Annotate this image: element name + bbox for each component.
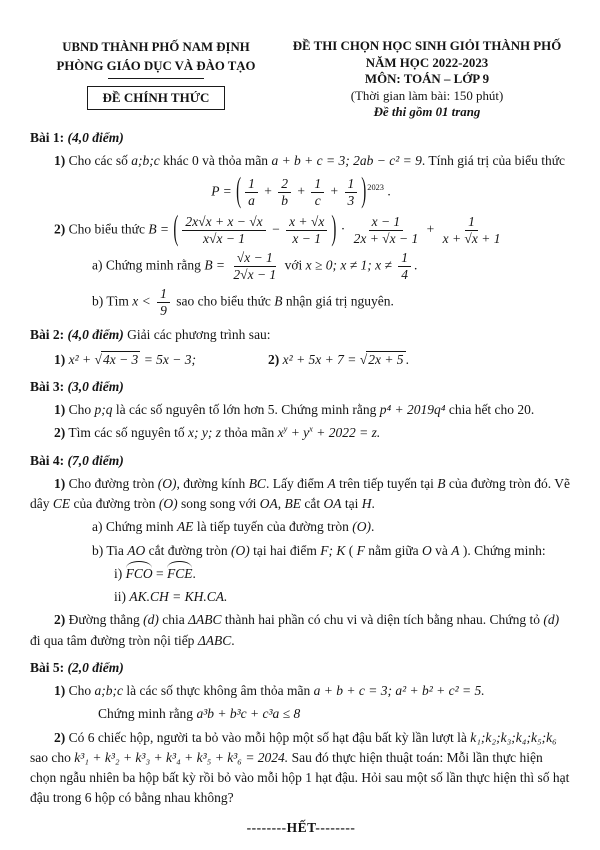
denominator: x − 1: [292, 230, 321, 246]
text-run: và: [431, 542, 452, 558]
text-run: Có 6 chiếc hộp, người ta bỏ vào mỗi hộp một số hạt đậu bất kỳ lần lượt là: [65, 729, 471, 745]
text-run: (7,0 điểm): [64, 452, 124, 468]
header-left: [30, 38, 282, 110]
text-run: +: [294, 183, 309, 199]
text-run: 1): [54, 475, 66, 491]
denominator: 2x + √x − 1: [353, 230, 419, 246]
text-run: Cho: [65, 683, 95, 699]
text-run: Bài 1:: [30, 129, 65, 145]
text-run: 1): [54, 402, 66, 418]
text-run: Bài 2:: [30, 327, 65, 343]
fraction: [286, 214, 327, 247]
fraction: [231, 250, 278, 283]
radicand: 2x + 5: [368, 351, 404, 367]
text-run: (4,0 điểm): [64, 327, 124, 343]
text-run: Sau đó thực hiện thuật toán: Mỗi lần thực hiện chọn ngẫu nhiên ba hộp bất kỳ rồi bỏ vào mỗi hộp 1 hạt đậu. Hỏi sau một số lần thực hiện thì số hạt đậu trong 6 hộp có bằng nhau không?: [30, 749, 570, 806]
problem4-part2: [30, 610, 572, 651]
numerator: 2x√x + x − √x: [182, 214, 265, 231]
text-run: .: [371, 496, 375, 512]
big-paren: (: [173, 211, 179, 249]
numerator: 2: [278, 176, 291, 193]
denominator: b: [281, 193, 289, 208]
text-run: −: [268, 221, 284, 237]
text-run: ,: [277, 496, 285, 512]
text-run: (O): [230, 542, 250, 558]
denominator: x√x − 1: [203, 230, 246, 246]
text-run: 2): [54, 729, 66, 745]
text-run: 1): [54, 683, 66, 699]
problem3-part1: [54, 400, 572, 420]
text-run: Bài 3:: [30, 378, 65, 394]
sqrt-expression: [95, 352, 141, 367]
text-run: a;b;c: [131, 152, 160, 168]
text-run: 2): [54, 612, 66, 628]
text-run: 1): [54, 152, 66, 168]
fraction: [157, 286, 170, 319]
dept-name: PHÒNG GIÁO DỤC VÀ ĐÀO TẠO: [56, 59, 256, 74]
text-run: cắt đường tròn: [145, 542, 231, 558]
official-exam-box: ĐỀ CHÍNH THỨC: [87, 86, 226, 110]
text-run: F; K: [320, 542, 346, 558]
radicand: 4x − 3: [102, 351, 139, 367]
text-run: B =: [148, 221, 173, 237]
superscript: y: [283, 424, 288, 434]
text-run: Cho: [65, 402, 95, 418]
text-run: Cho đường tròn: [65, 475, 158, 491]
fraction: [441, 214, 503, 247]
fraction: [278, 176, 291, 209]
text-run: Cho các số: [65, 152, 132, 168]
text-run: Tìm các số nguyên tố: [65, 425, 188, 441]
text-run: là tiếp tuyến của đường tròn: [193, 519, 353, 535]
text-run: x <: [132, 293, 155, 309]
problem4-heading: [30, 451, 572, 471]
text-run: (4,0 điểm): [64, 129, 124, 145]
text-run: 2): [54, 425, 66, 441]
header-right: [282, 38, 572, 121]
text-run: A: [327, 475, 336, 491]
text-run: với: [281, 257, 306, 273]
text-run: +: [423, 221, 438, 237]
arc-angle: FCO: [126, 564, 153, 584]
text-run: .: [192, 565, 196, 581]
text-run: k₁;k₂;k₃;k₄;k₅;k₆: [470, 729, 557, 745]
denominator: 3: [347, 193, 355, 208]
numerator: 1: [398, 250, 411, 267]
text-run: (3,0 điểm): [64, 378, 124, 394]
text-run: . Lấy điểm: [265, 475, 328, 491]
text-run: thành hai phần có chu vi và diện tích bằng nhau. Chứng tỏ: [221, 612, 544, 628]
text-run: AE: [176, 519, 194, 535]
duration-note: (Thời gian làm bài: 150 phút): [350, 88, 504, 103]
text-run: sao cho biểu thức: [172, 293, 275, 309]
text-run: B: [437, 475, 446, 491]
problem5-part2: [30, 728, 572, 809]
problem1-heading: [30, 128, 572, 148]
text-run: B: [274, 293, 283, 309]
radical-sign: √: [94, 351, 102, 367]
text-run: O: [422, 542, 432, 558]
text-run: Bài 5:: [30, 659, 65, 675]
text-run: B =: [204, 257, 229, 273]
text-run: (d): [143, 612, 159, 628]
text-run: ·: [337, 221, 349, 237]
fraction: [245, 176, 258, 209]
text-run: + 2022 = z.: [312, 425, 381, 441]
school-year: NĂM HỌC 2022-2023: [365, 55, 489, 70]
text-run: 2): [54, 221, 66, 237]
text-run: a + b + c = 3; a² + b² + c² = 5.: [313, 683, 485, 699]
problem1-formula-p: [30, 173, 572, 211]
numerator: 1: [345, 176, 358, 193]
text-run: BC: [248, 475, 266, 491]
text-run: chia hết cho 20.: [445, 402, 535, 418]
problem3-heading: [30, 377, 572, 397]
text-run: của đường tròn: [70, 496, 159, 512]
org-name: UBND THÀNH PHỐ NAM ĐỊNH: [62, 40, 250, 54]
text-run: x² + 5x + 7 =: [282, 351, 360, 367]
text-run: (d): [543, 612, 560, 628]
problem4-part-i: [114, 564, 572, 584]
text-run: BE: [284, 496, 301, 512]
text-run: =: [152, 565, 167, 581]
big-paren: ): [331, 211, 337, 249]
text-run: . Tính giá trị của biểu thức: [421, 152, 566, 168]
text-run: x: [277, 425, 284, 441]
text-run: .: [383, 183, 391, 199]
text-run: , đường kính: [176, 475, 249, 491]
text-run: i): [114, 565, 126, 581]
header-underline: [108, 77, 204, 79]
text-run: .: [405, 351, 409, 367]
problem3-part2: [54, 423, 572, 443]
text-run: 1): [54, 351, 66, 367]
text-run: (O): [352, 519, 371, 535]
text-run: của đường tròn đó. Vẽ dây: [30, 475, 570, 512]
denominator: 9: [160, 302, 167, 318]
text-run: = 5x − 3;: [140, 351, 197, 367]
text-run: P =: [211, 183, 236, 199]
text-run: a) Chứng minh: [92, 519, 177, 535]
text-run: Bài 4:: [30, 452, 65, 468]
text-run: H: [361, 496, 372, 512]
text-run: ΔABC: [188, 612, 222, 628]
text-run: ). Chứng minh:: [459, 542, 546, 558]
radical-sign: √: [359, 351, 368, 367]
fraction: [352, 214, 421, 247]
text-run: thỏa mãn: [220, 425, 278, 441]
text-run: khác 0 và thỏa mãn: [159, 152, 272, 168]
fraction: [311, 176, 324, 209]
fraction: [182, 214, 265, 247]
text-run: a) Chứng minh rằng: [92, 257, 205, 273]
text-run: x² +: [68, 351, 95, 367]
problem1-part2b: [92, 286, 572, 319]
denominator: c: [314, 193, 321, 208]
numerator: 1: [311, 176, 324, 193]
denominator: x + √x + 1: [442, 230, 501, 246]
numerator: 1: [465, 214, 478, 231]
text-run: (O): [157, 475, 177, 491]
text-run: p;q: [94, 402, 113, 418]
superscript: x: [309, 424, 313, 434]
problem4-part1: [30, 474, 572, 515]
subject-grade: MÔN: TOÁN – LỚP 9: [364, 72, 490, 87]
text-run: sao cho: [30, 749, 75, 765]
text-run: 2): [268, 351, 280, 367]
denominator: a: [248, 193, 255, 208]
text-run: + y: [287, 425, 310, 441]
text-run: (: [345, 542, 357, 558]
text-run: AK.CH = KH.CA.: [129, 589, 228, 605]
problem4-part-ii: [114, 587, 572, 607]
text-run: +: [260, 183, 276, 199]
text-run: F: [356, 542, 365, 558]
text-run: song song với: [177, 496, 260, 512]
end-marker: --------HẾT--------: [246, 819, 356, 835]
denominator: 2√x − 1: [233, 266, 277, 282]
text-run: .: [414, 257, 418, 273]
text-run: đi qua tâm đường tròn nội tiếp: [30, 632, 198, 648]
problem4-partb: [92, 541, 572, 561]
text-run: x; y; z: [187, 425, 221, 441]
text-run: a³b + b³c + c³a ≤ 8: [196, 706, 301, 722]
text-run: là các số nguyên tố lớn hơn 5. Chứng minh rằng: [112, 402, 380, 418]
numerator: 1: [157, 286, 170, 303]
text-run: (O): [158, 496, 178, 512]
text-run: A: [451, 542, 460, 558]
text-run: +: [327, 183, 342, 199]
text-run: cắt: [300, 496, 324, 512]
problem5-heading: [30, 658, 572, 678]
text-run: trên tiếp tuyến tại: [335, 475, 438, 491]
problem1-part1: [54, 151, 572, 171]
text-run: .: [231, 632, 235, 648]
text-run: Chứng minh rằng: [98, 706, 197, 722]
text-run: (2,0 điểm): [64, 659, 124, 675]
fraction: [398, 250, 411, 283]
text-run: ΔABC: [197, 632, 232, 648]
text-run: OA: [323, 496, 342, 512]
fraction: [345, 176, 358, 209]
superscript: 2023: [367, 183, 384, 193]
problem2-eq2: [268, 350, 409, 370]
text-run: x ≥ 0; x ≠ 1; x ≠: [305, 257, 396, 273]
problem5-part1: [54, 681, 572, 701]
sqrt-expression: [360, 352, 406, 367]
text-run: chia: [158, 612, 189, 628]
text-run: nhận giá trị nguyên.: [282, 293, 394, 309]
text-run: AO: [127, 542, 146, 558]
text-run: tại hai điểm: [249, 542, 321, 558]
text-run: Giải các phương trình sau:: [123, 327, 271, 343]
text-run: p⁴ + 2019q⁴: [379, 402, 446, 418]
problem2-heading: [30, 325, 572, 345]
problem2-eq1: [54, 350, 196, 370]
text-run: Đường thẳng: [65, 612, 144, 628]
text-run: .: [370, 519, 375, 535]
page-count-note: Đề thi gồm 01 trang: [373, 105, 481, 120]
text-run: b) Tìm: [92, 293, 133, 309]
text-run: ii): [114, 589, 130, 605]
text-run: OA: [259, 496, 278, 512]
numerator: x + √x: [286, 214, 327, 231]
text-run: b) Tia: [92, 542, 128, 558]
numerator: √x − 1: [234, 250, 276, 267]
text-run: CE: [52, 496, 71, 512]
problem2-equations: [30, 350, 572, 370]
denominator: 4: [401, 266, 409, 282]
text-run: tại: [341, 496, 362, 512]
problem5-part1-conclusion: [98, 704, 572, 724]
problem1-part2: [54, 211, 572, 249]
arc-angle: FCE: [167, 564, 193, 584]
header: [30, 38, 572, 121]
big-paren: ): [361, 173, 367, 211]
big-paren: (: [236, 173, 242, 211]
text-run: k³₁ + k³₂ + k³₃ + k³₄ + k³₅ + k³₆ = 2024.: [74, 749, 289, 765]
text-run: nằm giữa: [364, 542, 423, 558]
text-run: a + b + c = 3; 2ab − c² = 9: [271, 152, 422, 168]
text-run: là các số thực không âm thỏa mãn: [123, 683, 314, 699]
problem4-parta: [92, 517, 572, 537]
numerator: 1: [245, 176, 258, 193]
exam-title: ĐỀ THI CHỌN HỌC SINH GIỎI THÀNH PHỐ: [292, 39, 562, 53]
text-run: a;b;c: [94, 683, 123, 699]
numerator: x − 1: [369, 214, 404, 231]
text-run: Cho biểu thức: [65, 221, 149, 237]
